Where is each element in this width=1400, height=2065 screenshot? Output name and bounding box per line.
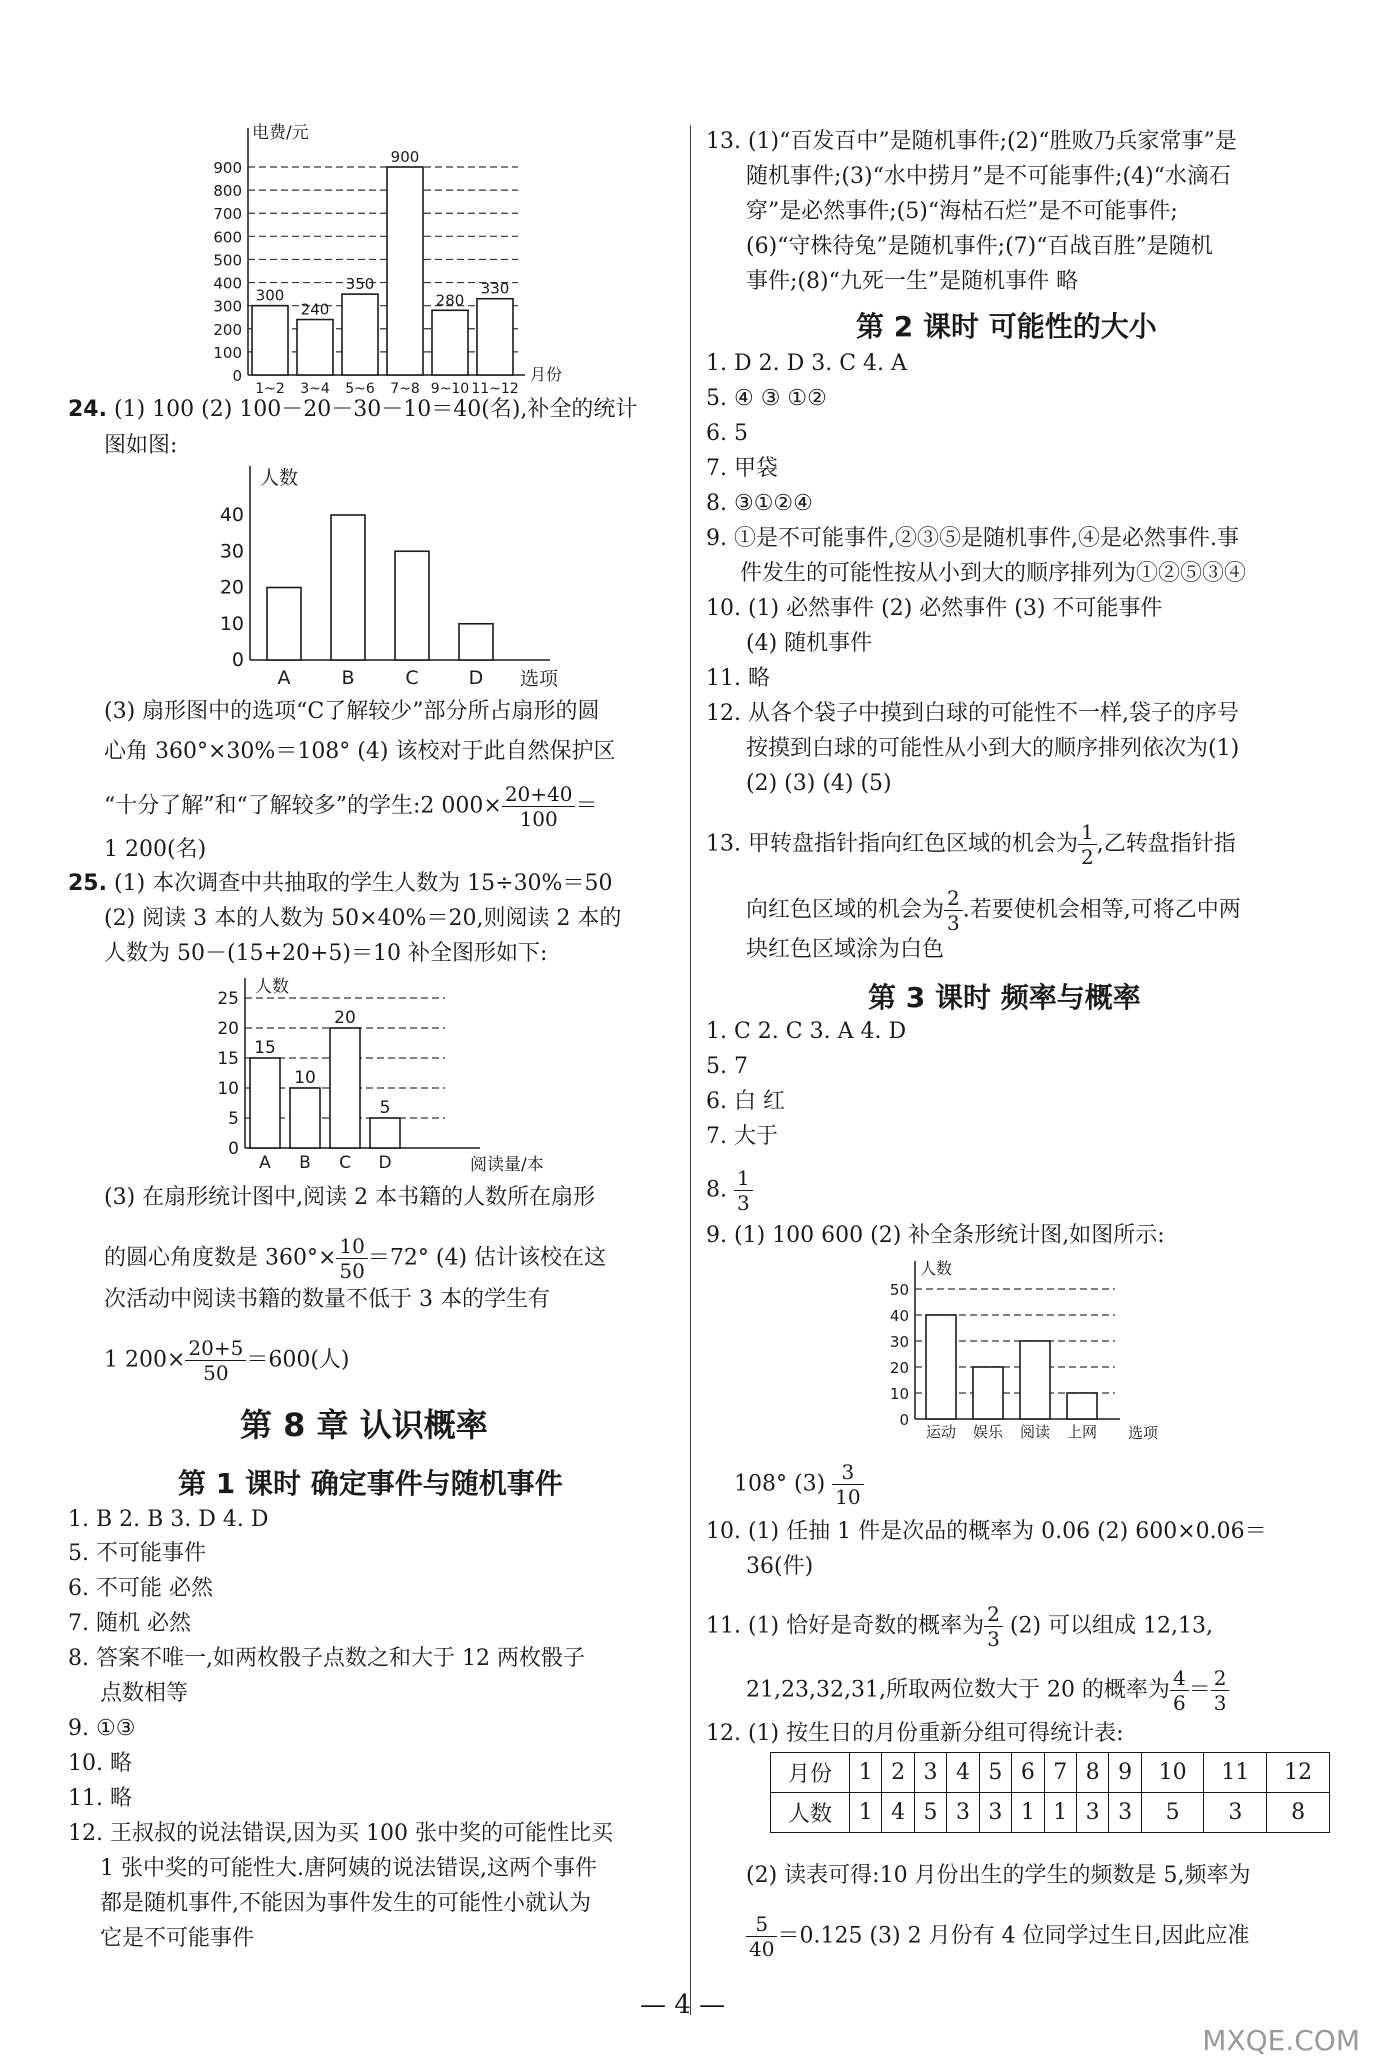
r13-line4: (6)“守株待兔”是随机事件;(7)“百战百胜”是随机 bbox=[746, 234, 1213, 259]
l2-b10b: (4) 随机事件 bbox=[746, 631, 873, 656]
table-cell-month: 9 bbox=[1109, 1753, 1141, 1793]
l1-a12b: 1 张中奖的可能性大.唐阿姨的说法错误,这两个事件 bbox=[100, 1856, 597, 1881]
bar bbox=[459, 624, 493, 660]
table-cell-count: 8 bbox=[1267, 1793, 1330, 1833]
category-label: D bbox=[378, 1153, 392, 1173]
watermark-logo: MXQE.COM bbox=[1202, 2024, 1360, 2057]
y-tick-label: 0 bbox=[228, 1139, 239, 1159]
q24-line1: 24. (1) 100 (2) 100－20－30－10＝40(名),补全的统计 bbox=[68, 397, 638, 422]
table-cell-count: 3 bbox=[1076, 1793, 1108, 1833]
category-label: B bbox=[299, 1153, 311, 1173]
bar bbox=[297, 320, 333, 375]
bar bbox=[290, 1088, 320, 1148]
y-tick-label: 20 bbox=[219, 576, 244, 599]
q25-line4: (3) 在扇形统计图中,阅读 2 本书籍的人数所在扇形 bbox=[104, 1185, 596, 1210]
chart3-xlabel: 阅读量/本 bbox=[470, 1155, 544, 1175]
y-tick-label: 0 bbox=[899, 1411, 909, 1429]
q25-line5: 的圆心角度数是 360°× $\frac{10}{50}$ ＝72° (4) 估计该校在这 bbox=[104, 1234, 607, 1283]
chart2-xlabel: 选项 bbox=[520, 668, 559, 690]
table-cell-month: 5 bbox=[979, 1753, 1011, 1793]
chart3-ylabel: 人数 bbox=[255, 977, 289, 997]
y-tick-label: 50 bbox=[889, 1281, 909, 1299]
lesson1-title: 第 1 课时 确定事件与随机事件 bbox=[178, 1467, 563, 1500]
survey-bar-chart bbox=[210, 460, 580, 695]
l2-b5: 5. ④ ③ ①② bbox=[706, 386, 827, 411]
chart1-xlabel: 月份 bbox=[530, 365, 563, 384]
chart4-ylabel: 人数 bbox=[920, 1259, 953, 1278]
l1-a7: 7. 随机 必然 bbox=[68, 1611, 191, 1636]
table-cell-month: 4 bbox=[947, 1753, 979, 1793]
y-tick-label: 40 bbox=[889, 1307, 909, 1325]
page-number: — 4 — bbox=[640, 1990, 726, 2020]
bar bbox=[1067, 1393, 1097, 1419]
table-cell-count: 3 bbox=[1204, 1793, 1267, 1833]
chart4-xlabel: 选项 bbox=[1128, 1424, 1159, 1442]
table-head-months: 月份 bbox=[771, 1753, 850, 1793]
q24-line4: 心角 360°×30%＝108° (4) 该校对于此自然保护区 bbox=[104, 739, 616, 764]
l1-a11: 11. 略 bbox=[68, 1786, 132, 1811]
table-cell-count: 3 bbox=[1109, 1793, 1141, 1833]
bar-value-label: 240 bbox=[300, 300, 330, 319]
table-cell-month: 12 bbox=[1267, 1753, 1330, 1793]
bar bbox=[477, 299, 513, 375]
bar bbox=[432, 310, 468, 375]
l2-b1: 1. D 2. D 3. C 4. A bbox=[706, 351, 907, 376]
y-tick-label: 300 bbox=[213, 297, 242, 316]
y-tick-label: 500 bbox=[213, 251, 242, 270]
category-label: A bbox=[277, 667, 291, 689]
bar-value-label: 20 bbox=[334, 1008, 356, 1028]
y-tick-label: 100 bbox=[213, 343, 242, 362]
category-label: 运动 bbox=[925, 1423, 957, 1441]
bar-value-label: 280 bbox=[435, 291, 465, 310]
bar bbox=[331, 515, 365, 660]
l1-a1: 1. B 2. B 3. D 4. D bbox=[68, 1507, 269, 1532]
l3-c10a: 10. (1) 任抽 1 件是次品的概率为 0.06 (2) 600×0.06＝ bbox=[706, 1519, 1267, 1544]
q24-line5: “十分了解”和“了解较多”的学生:2 000× $\frac{20+40}{100}$ ＝ bbox=[104, 782, 598, 831]
q25-line1: 25. (1) 本次调查中共抽取的学生人数为 15÷30%＝50 bbox=[68, 871, 613, 896]
bar-value-label: 330 bbox=[480, 279, 510, 298]
l2-b9a: 9. ①是不可能事件,②③⑤是随机事件,④是必然事件.事 bbox=[706, 526, 1239, 551]
table-head-counts: 人数 bbox=[771, 1793, 850, 1833]
table-cell-month: 8 bbox=[1076, 1753, 1108, 1793]
y-tick-label: 40 bbox=[219, 504, 244, 526]
chapter-title: 第 8 章 认识概率 bbox=[240, 1406, 488, 1444]
y-tick-label: 10 bbox=[889, 1385, 909, 1403]
q25-line6: 次活动中阅读书籍的数量不低于 3 本的学生有 bbox=[104, 1287, 550, 1312]
y-tick-label: 15 bbox=[217, 1049, 239, 1069]
l1-a10: 10. 略 bbox=[68, 1751, 132, 1776]
l3-c9b: 108° (3) $\frac{3}{10}$ bbox=[734, 1460, 864, 1509]
table-cell-month: 2 bbox=[882, 1753, 914, 1793]
l3-c11b: 21,23,32,31,所取两位数大于 20 的概率为 $\frac{4}{6}$ ＝ $\frac{2}{3}$ bbox=[746, 1666, 1229, 1715]
table-cell-count: 3 bbox=[979, 1793, 1011, 1833]
bar bbox=[395, 551, 429, 660]
y-tick-label: 400 bbox=[213, 274, 242, 293]
l1-a9: 9. ①③ bbox=[68, 1716, 136, 1741]
l1-a12a: 12. 王叔叔的说法错误,因为买 100 张中奖的可能性比买 bbox=[68, 1821, 613, 1846]
l3-c6: 6. 白 红 bbox=[706, 1089, 785, 1114]
l3-c1: 1. C 2. C 3. A 4. D bbox=[706, 1019, 907, 1044]
y-tick-label: 700 bbox=[213, 205, 242, 224]
l2-b9b: 件发生的可能性按从小到大的顺序排列为①②⑤③④ bbox=[740, 561, 1247, 586]
table-row-counts bbox=[771, 1793, 1330, 1833]
l1-a12d: 它是不可能事件 bbox=[100, 1926, 255, 1951]
bar-value-label: 10 bbox=[294, 1068, 316, 1088]
table-cell-month: 10 bbox=[1141, 1753, 1204, 1793]
bar bbox=[330, 1028, 360, 1148]
l3-c5: 5. 7 bbox=[706, 1054, 748, 1079]
table-cell-count: 1 bbox=[850, 1793, 882, 1833]
l3-c12c: $\frac{5}{40}$ ＝0.125 (3) 2 月份有 4 位同学过生日,因此应准 bbox=[746, 1912, 1250, 1961]
category-label: C bbox=[405, 667, 419, 689]
r13-line1: 13. (1)“百发百中”是随机事件;(2)“胜败乃兵家常事”是 bbox=[706, 129, 1237, 154]
l3-c12b: (2) 读表可得:10 月份出生的学生的频数是 5,频率为 bbox=[746, 1863, 1251, 1888]
column-divider bbox=[690, 125, 691, 2015]
l2-b12b: 按摸到白球的可能性从小到大的顺序排列依次为(1) bbox=[746, 736, 1240, 761]
lesson2-title: 第 2 课时 可能性的大小 bbox=[856, 310, 1157, 343]
l3-c12a: 12. (1) 按生日的月份重新分组可得统计表: bbox=[706, 1721, 1124, 1746]
chart1-ylabel: 电费/元 bbox=[252, 123, 309, 143]
bar-value-label: 900 bbox=[390, 148, 420, 166]
q25-line3: 人数为 50－(15+20+5)＝10 补全图形如下: bbox=[104, 941, 548, 966]
y-tick-label: 20 bbox=[889, 1359, 909, 1377]
chart2-ylabel: 人数 bbox=[260, 467, 299, 489]
l3-c9: 9. (1) 100 600 (2) 补全条形统计图,如图所示: bbox=[706, 1223, 1165, 1248]
bar bbox=[926, 1315, 956, 1419]
y-tick-label: 0 bbox=[231, 649, 244, 671]
table-cell-count: 1 bbox=[1012, 1793, 1044, 1833]
category-label: 阅读 bbox=[1019, 1423, 1051, 1441]
table-cell-count: 5 bbox=[914, 1793, 946, 1833]
l1-a5: 5. 不可能事件 bbox=[68, 1541, 206, 1566]
activity-bar-chart bbox=[870, 1256, 1190, 1446]
category-label: C bbox=[339, 1153, 351, 1173]
table-cell-count: 3 bbox=[947, 1793, 979, 1833]
q24-line6: 1 200(名) bbox=[104, 837, 207, 862]
table-cell-month: 6 bbox=[1012, 1753, 1044, 1793]
bar-value-label: 300 bbox=[255, 286, 285, 305]
table-row-months bbox=[771, 1753, 1330, 1793]
y-tick-label: 10 bbox=[217, 1079, 239, 1099]
l2-b8: 8. ③①②④ bbox=[706, 491, 813, 516]
y-tick-label: 900 bbox=[213, 159, 242, 177]
y-tick-label: 10 bbox=[219, 612, 244, 635]
lesson3-title: 第 3 课时 频率与概率 bbox=[868, 981, 1141, 1014]
y-tick-label: 0 bbox=[232, 367, 242, 385]
y-tick-label: 20 bbox=[217, 1019, 239, 1039]
category-label: A bbox=[259, 1153, 271, 1173]
r13-line5: 事件;(8)“九死一生”是随机事件 略 bbox=[746, 269, 1079, 294]
category-label: 娱乐 bbox=[972, 1423, 1004, 1441]
category-label: 3~4 bbox=[300, 381, 330, 397]
l2-b13a: 13. 甲转盘指针指向红色区域的机会为 $\frac{1}{2}$ ,乙转盘指针指 bbox=[706, 820, 1236, 869]
y-tick-label: 25 bbox=[217, 989, 239, 1009]
l2-b12c: (2) (3) (4) (5) bbox=[746, 771, 892, 796]
table-cell-month: 3 bbox=[914, 1753, 946, 1793]
table-cell-month: 11 bbox=[1204, 1753, 1267, 1793]
y-tick-label: 600 bbox=[213, 228, 242, 247]
q25-line7: 1 200× $\frac{20+5}{50}$ ＝600(人) bbox=[104, 1336, 350, 1385]
r13-line2: 随机事件;(3)“水中捞月”是不可能事件;(4)“水滴石 bbox=[746, 164, 1231, 189]
category-label: B bbox=[341, 667, 355, 689]
l1-a8b: 点数相等 bbox=[100, 1681, 189, 1706]
table-cell-count: 1 bbox=[1044, 1793, 1076, 1833]
y-tick-label: 30 bbox=[889, 1333, 909, 1351]
l2-b11: 11. 略 bbox=[706, 666, 770, 691]
l2-b7: 7. 甲袋 bbox=[706, 456, 778, 481]
r13-line3: 穿”是必然事件;(5)“海枯石烂”是不可能事件; bbox=[746, 199, 1178, 224]
l3-c8: 8. $\frac{1}{3}$ bbox=[706, 1166, 753, 1215]
l2-b13b: 向红色区域的机会为 $\frac{2}{3}$ .若要使机会相等,可将乙中两 bbox=[746, 886, 1241, 935]
y-tick-label: 5 bbox=[228, 1109, 239, 1129]
category-label: 5~6 bbox=[345, 381, 375, 397]
category-label: 7~8 bbox=[390, 381, 420, 397]
electricity-bar-chart bbox=[150, 120, 570, 400]
category-label: D bbox=[468, 667, 484, 689]
reading-bar-chart bbox=[210, 972, 590, 1177]
bar bbox=[1020, 1341, 1050, 1419]
category-label: 11~12 bbox=[471, 381, 519, 397]
l2-b12a: 12. 从各个袋子中摸到白球的可能性不一样,袋子的序号 bbox=[706, 701, 1239, 726]
l3-c7: 7. 大于 bbox=[706, 1124, 778, 1149]
y-tick-label: 200 bbox=[213, 320, 242, 339]
category-label: 上网 bbox=[1066, 1423, 1098, 1441]
table-cell-month: 7 bbox=[1044, 1753, 1076, 1793]
table-cell-month: 1 bbox=[850, 1753, 882, 1793]
l2-b6: 6. 5 bbox=[706, 421, 748, 446]
bar-value-label: 15 bbox=[254, 1038, 276, 1058]
category-label: 1~2 bbox=[255, 381, 285, 397]
bar bbox=[250, 1058, 280, 1148]
q25-line2: (2) 阅读 3 本的人数为 50×40%＝20,则阅读 2 本的 bbox=[104, 906, 622, 931]
bar bbox=[973, 1367, 1003, 1419]
y-tick-label: 30 bbox=[219, 540, 244, 563]
bar bbox=[267, 588, 301, 661]
l1-a6: 6. 不可能 必然 bbox=[68, 1576, 213, 1601]
table-cell-count: 4 bbox=[882, 1793, 914, 1833]
l2-b13c: 块红色区域涂为白色 bbox=[746, 937, 945, 962]
category-label: 9~10 bbox=[430, 381, 470, 397]
l1-a12c: 都是随机事件,不能因为事件发生的可能性小就认为 bbox=[100, 1891, 591, 1916]
bar-value-label: 5 bbox=[379, 1098, 391, 1118]
l3-c11a: 11. (1) 恰好是奇数的概率为 $\frac{2}{3}$ (2) 可以组成 12,13, bbox=[706, 1602, 1213, 1651]
bar-value-label: 350 bbox=[345, 275, 375, 294]
q24-line2: 图如图: bbox=[104, 433, 178, 458]
l1-a8a: 8. 答案不唯一,如两枚骰子点数之和大于 12 两枚骰子 bbox=[68, 1646, 585, 1671]
table-cell-count: 5 bbox=[1141, 1793, 1204, 1833]
l3-c10b: 36(件) bbox=[746, 1554, 814, 1579]
q24-line3: (3) 扇形图中的选项“C了解较少”部分所占扇形的圆 bbox=[104, 699, 600, 724]
bar bbox=[387, 167, 423, 375]
y-tick-label: 800 bbox=[213, 182, 242, 201]
l2-b10a: 10. (1) 必然事件 (2) 必然事件 (3) 不可能事件 bbox=[706, 596, 1163, 621]
bar bbox=[252, 306, 288, 375]
bar bbox=[370, 1118, 400, 1148]
birthday-month-table bbox=[770, 1752, 1330, 1833]
bar bbox=[342, 294, 378, 375]
